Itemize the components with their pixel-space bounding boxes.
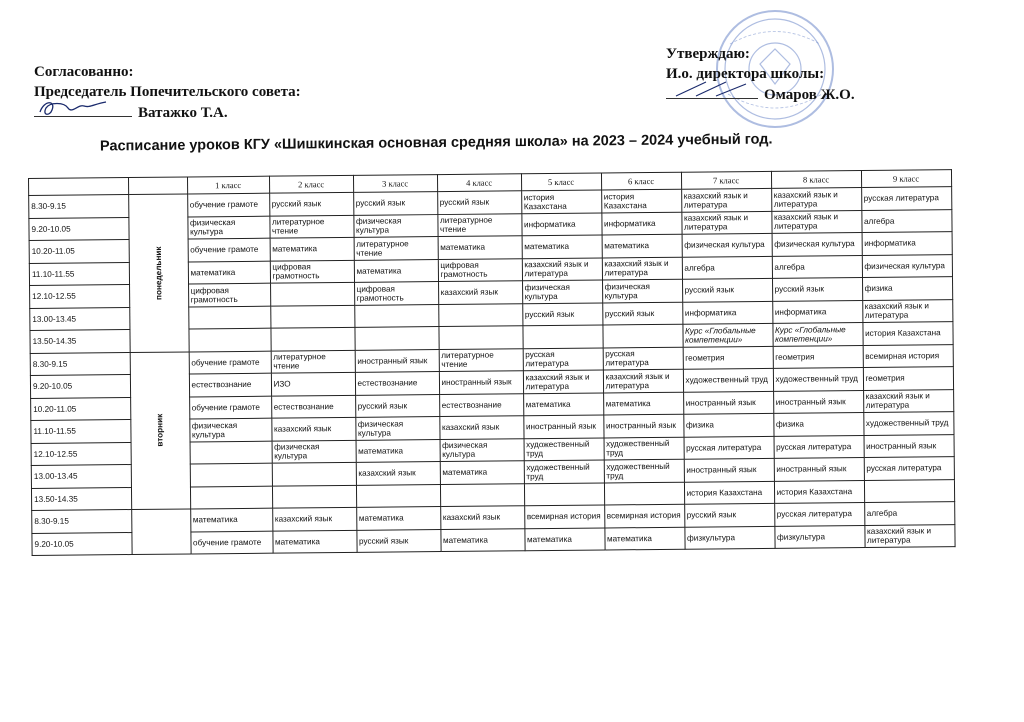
subject-cell [354,327,438,350]
subject-cell: физическая культура [772,233,862,256]
subject-cell: информатика [601,212,681,235]
lesson-time: 13.00-13.45 [30,307,130,330]
subject-cell: русский язык [772,277,862,300]
subject-cell: казахский язык и литература [771,188,861,211]
schedule-table [28,169,955,556]
lesson-time: 9.20-10.05 [30,375,130,398]
subject-cell [354,304,438,327]
subject-cell: иностранный язык [683,391,773,414]
lesson-time: 13.50-14.35 [30,330,130,353]
subject-cell [272,462,356,485]
subject-cell: русский язык [522,302,602,325]
subject-cell: физическая культура [272,440,356,463]
subject-cell: иностранный язык [523,415,603,438]
subject-cell: физика [683,413,773,436]
subject-cell: казахский язык [356,462,440,485]
subject-cell [190,441,272,464]
subject-cell: математика [190,508,272,531]
day-label: вторник [155,413,165,447]
subject-cell: физическая культура [522,280,602,303]
lesson-time: 9.20-10.05 [29,217,129,240]
subject-cell: математика [440,528,524,551]
subject-cell: иностранный язык [684,458,774,481]
subject-cell: русский язык [682,278,772,301]
subject-cell: русский язык [602,302,682,325]
subject-cell: математика [270,237,354,260]
subject-cell: обучение грамоте [189,351,271,374]
lesson-time: 13.50-14.35 [31,487,131,510]
subject-cell: русская литература [774,502,864,525]
subject-cell: казахский язык и литература [863,389,953,412]
subject-cell: история Казахстана [521,190,601,213]
subject-cell: иностранный язык [774,457,864,480]
subject-cell: казахский язык [438,281,522,304]
day-cell [132,509,191,555]
approval-right-line2: И.о. директора школы: [666,66,825,82]
subject-cell: физическая культура [862,254,952,277]
subject-cell: художественный труд [524,460,604,483]
subject-cell: цифровая грамотность [270,260,354,283]
lesson-time: 13.00-13.45 [31,465,131,488]
subject-cell: литературное чтение [354,237,438,260]
subject-cell: иностранный язык [773,390,863,413]
approval-right-name: Омаров Ж.О. [764,87,855,103]
subject-cell: естествознание [271,395,355,418]
subject-cell: казахский язык и литература [864,524,954,547]
subject-cell: Курс «Глобальные компетенции» [772,322,862,345]
subject-cell: информатика [772,300,862,323]
class-header: 8 класс [771,171,861,189]
subject-cell: математика [440,461,524,484]
subject-cell: математика [438,236,522,259]
subject-cell: история Казахстана [774,480,864,503]
approval-block-left [34,62,301,123]
subject-cell: физическая культура [440,438,524,461]
subject-cell: алгебра [864,502,954,525]
subject-cell: иностранный язык [864,434,954,457]
subject-cell: обучение грамоте [187,193,269,216]
subject-cell: цифровая грамотность [354,282,438,305]
subject-cell: казахский язык и литература [771,210,861,233]
subject-cell: русская литература [774,435,864,458]
subject-cell: геометрия [863,367,953,390]
class-header: 5 класс [521,173,601,191]
subject-cell: казахский язык и литература [523,370,603,393]
subject-cell: всемирная история [604,504,684,527]
subject-cell: иностранный язык [355,349,439,372]
subject-cell: математика [523,392,603,415]
subject-cell: русская литература [523,347,603,370]
subject-cell: физическая культура [682,233,772,256]
subject-cell: история Казахстана [601,189,681,212]
subject-cell: всемирная история [524,505,604,528]
schedule-table-wrapper [28,169,955,556]
document-title: Расписание уроков КГУ «Шишкинская основная средняя школа» на 2023 – 2024 учебный год. [99,131,773,155]
subject-cell: казахский язык и литература [681,211,771,234]
class-header: 3 класс [353,175,437,193]
subject-cell: казахский язык [440,506,524,529]
subject-cell [188,328,270,351]
class-header: 1 класс [187,176,269,194]
subject-cell: русский язык [269,192,353,215]
day-cell [130,351,190,509]
subject-cell: история Казахстана [684,481,774,504]
subject-cell: обучение грамоте [189,396,271,419]
subject-cell [438,326,522,349]
lesson-time: 11.10-11.55 [29,262,129,285]
signature-line-right [666,84,758,99]
signature-left [34,96,129,120]
header-blank-time [29,178,129,196]
subject-cell [604,482,684,505]
approval-right-line1: Утверждаю: [666,46,750,62]
day-label: понедельник [153,246,164,300]
subject-cell: физическая культура [189,418,271,441]
lesson-time: 12.10-12.55 [30,285,130,308]
subject-cell: цифровая грамотность [438,258,522,281]
subject-cell: художественный труд [604,437,684,460]
subject-cell: информатика [521,212,601,235]
subject-cell: физическая культура [602,279,682,302]
subject-cell: физическая культура [187,216,269,239]
lesson-time: 8.30-9.15 [32,510,132,533]
class-header: 7 класс [681,171,771,189]
lesson-time: 8.30-9.15 [30,352,130,375]
subject-cell: математика [356,439,440,462]
subject-cell: русский язык [355,394,439,417]
subject-cell: русский язык [437,191,521,214]
subject-cell: математика [524,527,604,550]
approval-left-line1: Согласованно: [34,64,134,80]
subject-cell: геометрия [773,345,863,368]
signature-right [666,78,758,100]
subject-cell: математика [603,392,683,415]
subject-cell: математика [356,507,440,530]
subject-cell: цифровая грамотность [188,283,270,306]
subject-cell: художественный труд [683,368,773,391]
subject-cell: русская литература [603,347,683,370]
lesson-time: 9.20-10.05 [32,532,132,555]
subject-cell: русский язык [356,529,440,552]
subject-cell: математика [188,261,270,284]
approval-left-name: Ватажко Т.А. [138,105,228,121]
subject-cell: художественный труд [524,437,604,460]
subject-cell: математика [522,235,602,258]
subject-cell: информатика [862,232,952,255]
subject-cell: казахский язык и литература [603,369,683,392]
subject-cell: физика [862,277,952,300]
subject-cell: алгебра [861,209,951,232]
subject-cell: всемирная история [863,344,953,367]
subject-cell [864,479,954,502]
subject-cell: физика [773,412,863,435]
subject-cell: художественный труд [863,412,953,435]
day-cell [129,194,189,352]
subject-cell: физкультура [684,526,774,549]
lesson-time: 8.30-9.15 [29,195,129,218]
subject-cell: математика [354,259,438,282]
subject-cell: естествознание [189,373,271,396]
subject-cell [190,486,272,509]
class-header: 2 класс [269,175,353,193]
subject-cell: казахский язык и литература [522,257,602,280]
subject-cell: физическая культура [353,214,437,237]
subject-cell: обучение грамоте [188,238,270,261]
subject-cell: русская литература [864,457,954,480]
subject-cell: естествознание [439,393,523,416]
subject-cell: математика [602,234,682,257]
subject-cell: история Казахстана [862,322,952,345]
subject-cell: литературное чтение [437,213,521,236]
class-header: 4 класс [437,174,521,192]
subject-cell: литературное чтение [271,350,355,373]
subject-cell: казахский язык [271,417,355,440]
subject-cell: казахский язык и литература [681,188,771,211]
subject-cell: ИЗО [271,372,355,395]
subject-cell: литературное чтение [439,348,523,371]
subject-cell: литературное чтение [269,215,353,238]
subject-cell [270,327,354,350]
subject-cell [438,303,522,326]
subject-cell [272,485,356,508]
subject-cell: русский язык [684,503,774,526]
subject-cell [440,483,524,506]
subject-cell: иностранный язык [439,371,523,394]
lesson-time: 11.10-11.55 [31,420,131,443]
subject-cell: информатика [682,301,772,324]
subject-cell: казахский язык [272,507,356,530]
signature-line-left [34,102,132,117]
lesson-time: 12.10-12.55 [31,442,131,465]
subject-cell: художественный труд [604,459,684,482]
subject-cell: казахский язык и литература [862,299,952,322]
subject-cell [522,325,602,348]
subject-cell: алгебра [682,256,772,279]
subject-cell: физическая культура [355,417,439,440]
subject-cell: естествознание [355,372,439,395]
subject-cell [524,482,604,505]
lesson-time: 10.20-11.05 [31,397,131,420]
subject-cell [188,306,270,329]
approval-block-right [666,44,855,105]
subject-cell [270,282,354,305]
subject-cell: Курс «Глобальные компетенции» [682,323,772,346]
class-header: 9 класс [861,170,951,188]
subject-cell: алгебра [772,255,862,278]
lesson-time: 10.20-11.05 [29,240,129,263]
subject-cell: математика [604,527,684,550]
subject-cell: иностранный язык [603,414,683,437]
subject-cell: казахский язык и литература [602,257,682,280]
subject-cell: русская литература [861,187,951,210]
approval-left-line2: Председатель Попечительского совета: [34,84,301,100]
header-blank-day [129,177,188,195]
subject-cell: русская литература [684,436,774,459]
subject-cell: математика [272,530,356,553]
subject-cell: геометрия [683,346,773,369]
subject-cell: казахский язык [439,416,523,439]
subject-cell: физкультура [774,525,864,548]
subject-cell [190,463,272,486]
class-header: 6 класс [601,172,681,190]
subject-cell [602,324,682,347]
subject-cell: русский язык [353,192,437,215]
subject-cell [270,305,354,328]
subject-cell: обучение грамоте [190,531,272,554]
subject-cell [356,484,440,507]
subject-cell: художественный труд [773,367,863,390]
